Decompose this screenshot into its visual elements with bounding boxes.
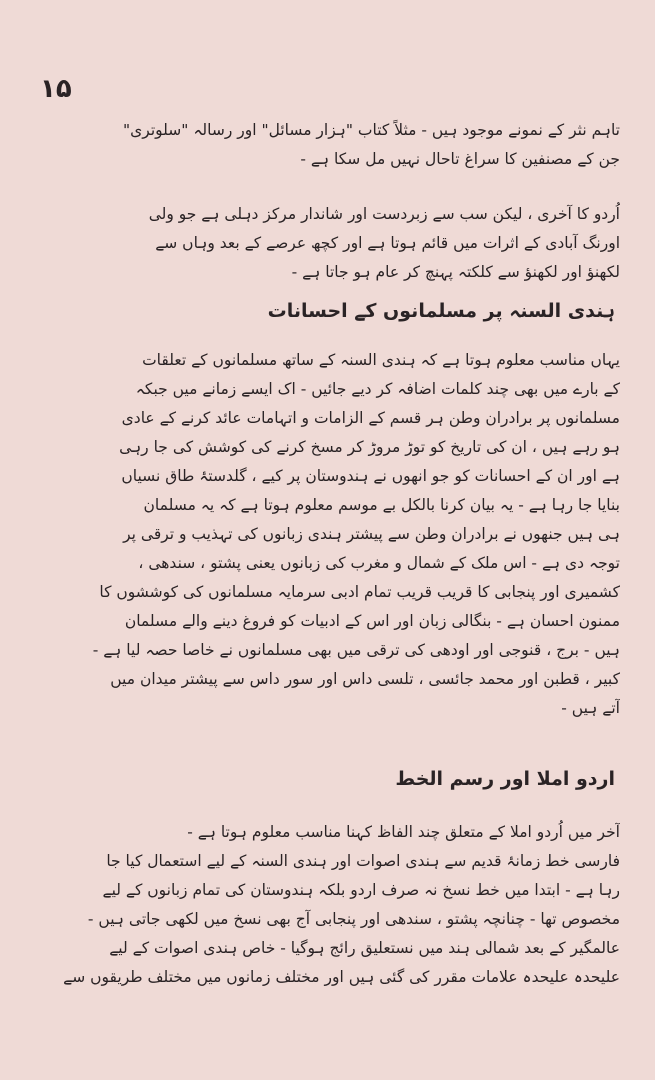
text-line: لکھنؤ اور لکھنؤ سے کلکتہ پہنچ کر عام ہو جاتا ہے - [291, 263, 620, 281]
section-heading: ہندی السنہ پر مسلمانوں کے احسانات [267, 300, 615, 322]
text-line: عالمگیر کے بعد شمالی ہند میں نستعلیق رائج ہوگیا - خاص ہندی اصوات کے لیے [109, 939, 620, 957]
text-line: کبیر ، قطبن اور محمد جائسی ، تلسی داس اور سور داس سے پیشتر میدان میں [110, 670, 620, 688]
text-line: اُردو کا آخری ، لیکن سب سے زبردست اور شاندار مرکز دہلی ہے جو ولی [148, 205, 620, 223]
text-line: اورنگ آبادی کے اثرات میں قائم ہوتا ہے اور کچھ عرصے کے بعد وہاں سے [155, 234, 620, 252]
paragraph-4 [48, 818, 620, 992]
text-line: کشمیری اور پنجابی کا قریب قریب تمام ادبی سرمایہ مسلمانوں کی کوششوں کا [99, 583, 620, 601]
page-number: ۱۵ [40, 74, 72, 104]
text-line: جن کے مصنفین کا سراغ تاحال نہیں مل سکا ہے - [300, 150, 620, 168]
text-line: مسلمانوں پر برادران وطن ہر قسم کے الزامات و اتہامات عائد کرنے کے عادی [121, 409, 620, 427]
paragraph-2 [48, 200, 620, 287]
text-line: ہو رہے ہیں ، ان کی تاریخ کو توڑ مروڑ کر مسخ کرنے کی کوشش کی جا رہی [119, 438, 620, 456]
text-line: یہاں مناسب معلوم ہوتا ہے کہ ہندی السنہ کے ساتھ مسلمانوں کے تعلقات [142, 351, 620, 369]
text-line: ممنون احسان ہے - بنگالی زبان اور اس کے ادبیات کو فروغ دینے والے مسلمان [124, 612, 620, 630]
text-line: توجہ دی ہے - اس ملک کے شمال و مغرب کی زبانوں یعنی پشتو ، سندھی ، [138, 554, 620, 572]
text-line: آخر میں اُردو املا کے متعلق چند الفاظ کہنا مناسب معلوم ہوتا ہے - [187, 823, 620, 841]
text-line: آتے ہیں - [561, 699, 620, 717]
paragraph-1 [48, 116, 620, 174]
text-line: رہا ہے - ابتدا میں خط نسخ نہ صرف اردو بلکہ ہندوستان کی تمام زبانوں کے لیے [102, 881, 620, 899]
text-line: مخصوص تھا - چنانچہ پشتو ، سندھی اور پنجابی آج بھی نسخ میں لکھی جاتی ہیں - [87, 910, 620, 928]
text-line: فارسی خط زمانۂ قدیم سے ہندی اصوات اور ہندی السنہ کے لیے استعمال کیا جا [106, 852, 620, 870]
text-line: ہی ہیں جنھوں نے برادران وطن سے پیشتر ہندی زبانوں کی تہذیب و ترقی پر [123, 525, 620, 543]
text-line: کے بارے میں بھی چند کلمات اضافہ کر دیے جائیں - اک ایسے زمانے میں جبکہ [135, 380, 620, 398]
text-line: بنایا جا رہا ہے - یہ بیان کرنا بالکل بے موسم معلوم ہوتا ہے کہ یہ مسلمان [143, 496, 620, 514]
paragraph-3 [48, 346, 620, 723]
text-line: ہے اور ان کے احسانات کو جو انھوں نے ہندوستان پر کیے ، گلدستۂ طاق نسیاں [121, 467, 620, 485]
text-line: علیحدہ علیحدہ علامات مقرر کی گئی ہیں اور مختلف زمانوں میں مختلف طریقوں سے [63, 968, 620, 986]
text-line: ہیں - برج ، قنوجی اور اودھی کی ترقی میں بھی مسلمانوں نے خاصا حصہ لیا ہے - [92, 641, 620, 659]
section-heading: اردو املا اور رسم الخط [395, 768, 615, 790]
text-line: تاہم نثر کے نمونے موجود ہیں - مثلاً کتاب "ہزار مسائل" اور رسالہ "سلوتری" [123, 121, 620, 139]
